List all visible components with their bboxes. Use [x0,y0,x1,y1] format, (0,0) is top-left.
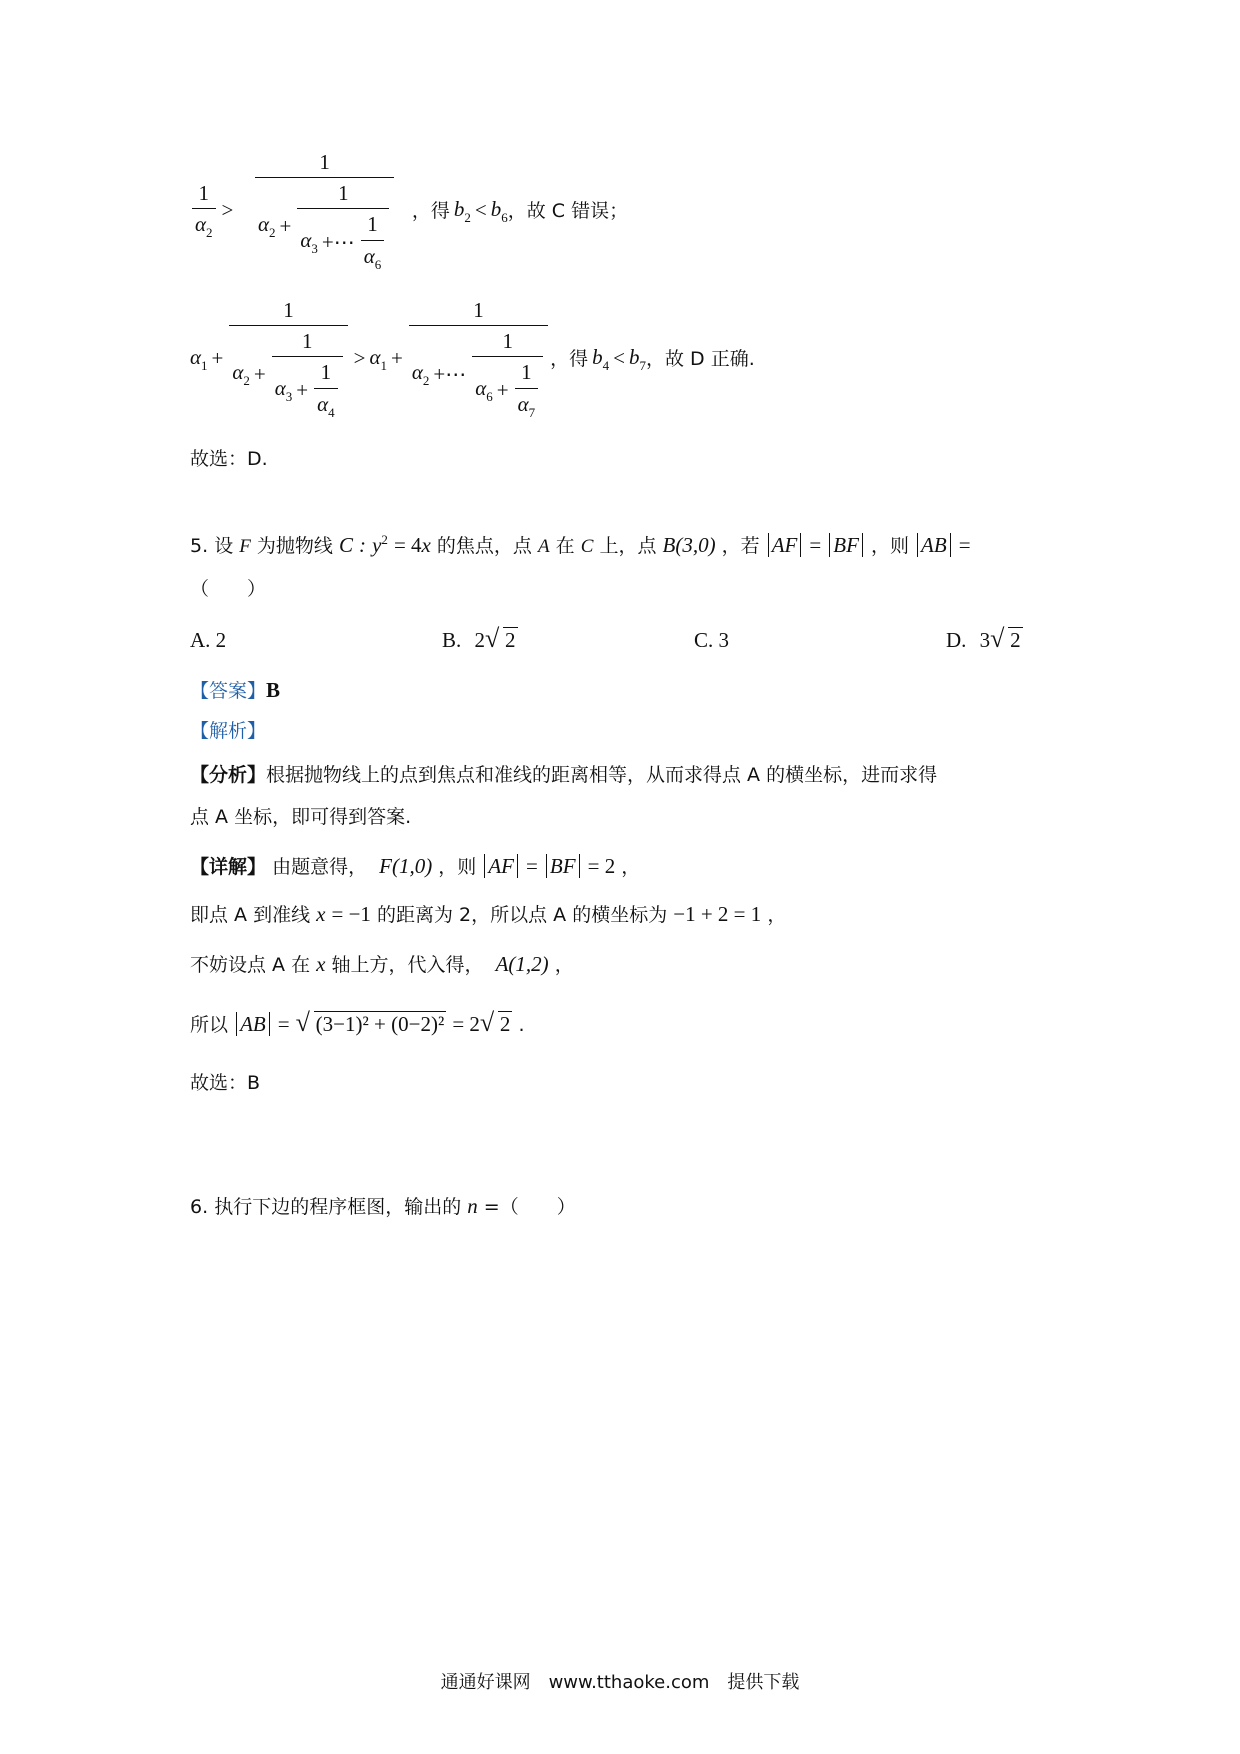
option-d: D. 3 √ 2 [946,624,1021,653]
q5-stem: 5. 设 F 为抛物线 C : $y^2 = 4x$ 的焦点，点 A 在 C 上，点 B(3,0) ，若 AF = BF ，则 AB = [190,532,971,557]
q5-analysis-tag: 【解析】 [190,720,267,742]
q6-stem: 6. 执行下边的程序框图，输出的 n =（ ） [190,1194,576,1218]
q5-answer: 【答案】B [190,678,281,702]
q5-conclusion: 故选：B [190,1072,261,1094]
verdict-text-d: ，故 D 正确. [646,347,755,370]
math-line-d: $\alpha_1$ + 1 $\alpha_2$ + 1 $\alpha_3$ + $\frac{1}{\alpha_4}$ > $\alpha_1$ + 1 $\alpha_2$ +⋯ 1 $\alpha_6$ + $\frac{1}{\alpha_7}$ ，得 $b_4$ < $b_7$ ，故 D 正确. [190,298,755,420]
q5-answer-paren: （ ） [190,578,267,600]
continued-fraction-rhs: 1 $\alpha_2$ + 1 $\alpha_3$ +⋯ $\frac{1}{\alpha_6}$ [239,150,410,272]
page-footer: 通通好课网 www.tthaoke.com 提供下载 [440,1672,800,1693]
continued-fraction-right: 1 $\alpha_2$ +⋯ 1 $\alpha_6$ + $\frac{1}{\alpha_7}$ [409,298,548,420]
conclusion-text: ，得 [411,199,450,222]
q5-xiangjie-1: 【详解】 由题意得， F(1,0) ，则 AF = BF = 2 ， [190,854,641,878]
q5-xiangjie-2: 即点 A 到准线 x = −1 的距离为 2，所以点 A 的横坐标为 −1 + 2 = 1 ， [190,902,787,926]
verdict-text-c: ，故 C 错误； [507,199,629,222]
continued-fraction-left: 1 $\alpha_2$ + 1 $\alpha_3$ + $\frac{1}{\alpha_4}$ [229,298,347,420]
q5-options [190,624,1050,662]
option-b: B. 2 √ 2 [442,624,516,653]
q5-xiangjie-3: 不妨设点 A 在 x 轴上方，代入得， A(1,2) ， [190,952,574,976]
ex4-conclusion: 故选：D. [190,448,268,470]
math-line-c: $\frac{1}{\alpha_2}$ > 1 $\alpha_2$ + 1 $\alpha_3$ +⋯ $\frac{1}{\alpha_6}$ ，得 $b_2$ < $b_6$ ，故 C 错误； [190,150,628,272]
q5-fenxi-1: 【分析】根据抛物线上的点到焦点和准线的距离相等，从而求得点 A 的横坐标，进而求得 [190,764,938,786]
option-c: C. 3 [694,628,730,652]
q5-fenxi-2: 点 A 坐标，即可得到答案. [190,806,412,828]
q5-xiangjie-4: 所以 AB = √ (3−1)² + (0−2)² = 2 √ 2 . [190,1008,525,1037]
option-a: A. 2 [190,628,227,652]
fraction-lhs: $\frac{1}{\alpha_2}$ [192,181,216,241]
